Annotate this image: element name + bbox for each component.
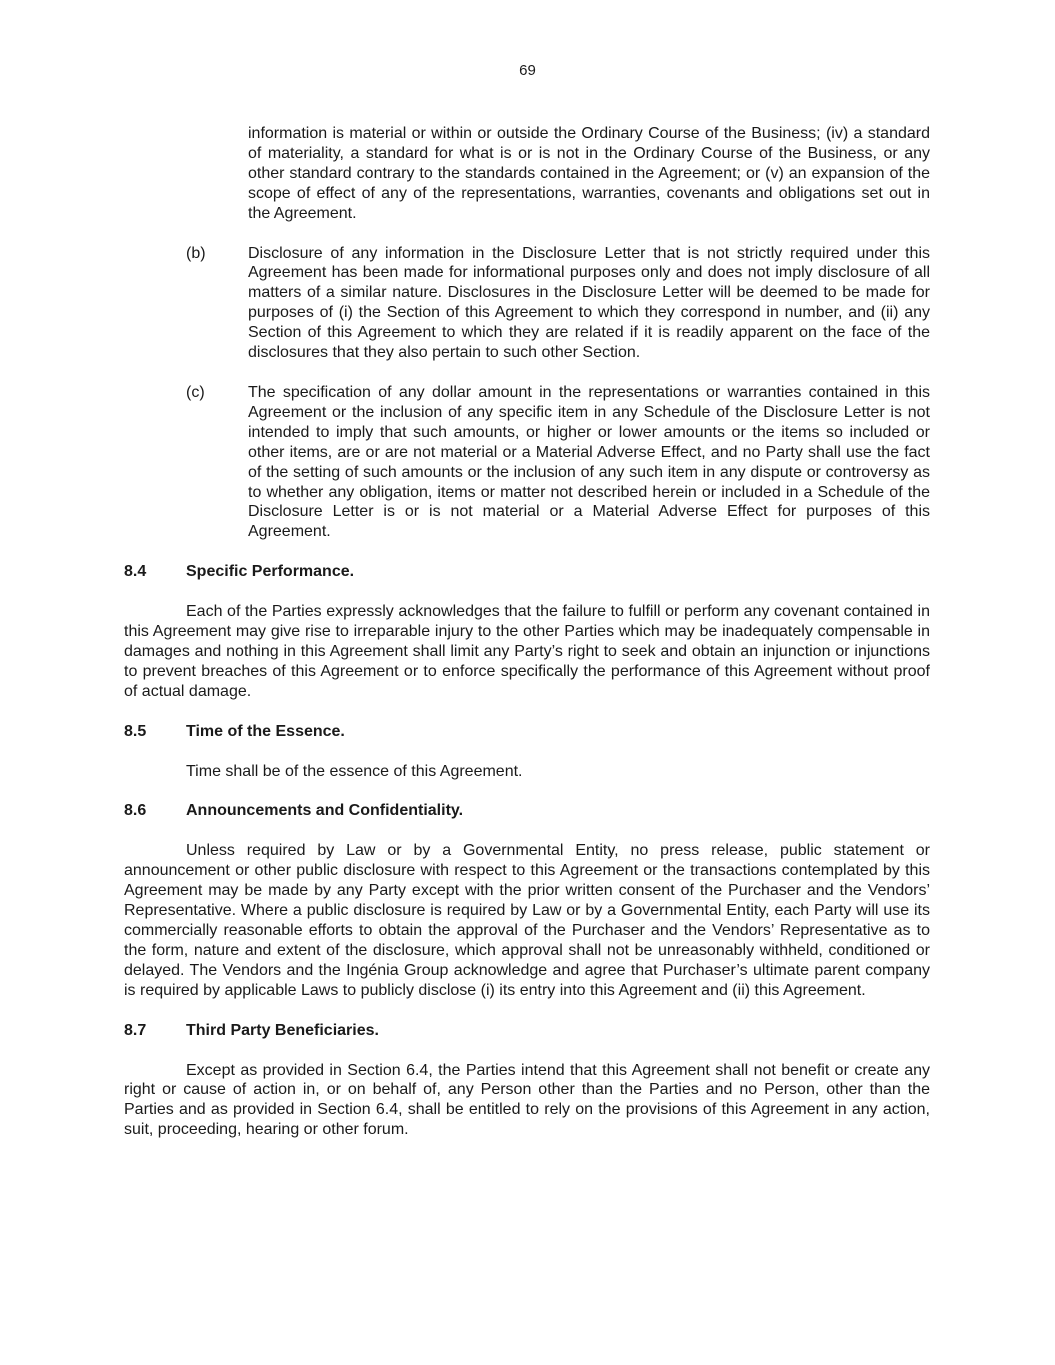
section-body-8-6: Unless required by Law or by a Governmental Entity, no press release, public statement or announcement or other public disclosure with respect to this Agreement or the transactions contemplated by this Agreement may be made by any Party except with the prior written consent of the Purchaser and the Vendors’ Representative. Where a public disclosure is required by Law or by a Governmental Entity, each Party will use its commercially reasonable efforts to obtain the approval of the Purchaser and the Vendors’ Representative as to the form, nature and extent of the disclosure, which approval shall not be unreasonably withheld, conditioned or delayed. The Vendors and the Ingénia Group acknowledge and agree that Purchaser’s ultimate parent company is required by applicable Laws to publicly disclose (i) its entry into this Agreement and (ii) this Agreement. bbox=[124, 842, 930, 999]
section-number: 8.5 bbox=[124, 722, 147, 740]
section-number: 8.7 bbox=[124, 1021, 147, 1039]
list-item-c bbox=[124, 383, 930, 542]
continuation-paragraph: information is material or within or outside the Ordinary Course of the Business; (iv) a standard of materiality, a standard for what is or is not in the Ordinary Course of the Business, or any other standard contrary to the standards contained in the Agreement; or (v) an expansion of the scope of effect of any of the representations, warranties, covenants and obligations set out in the Agreement. bbox=[248, 125, 930, 222]
section-title: Announcements and Confidentiality. bbox=[186, 802, 464, 820]
section-heading-8-7 bbox=[124, 1021, 930, 1041]
section-body-8-7: Except as provided in Section 6.4, the Parties intend that this Agreement shall not benefit or create any right or cause of action in, or on behalf of, any Person other than the Parties and no Person, other than the Parties and as provided in Section 6.4, shall be entitled to rely on the provisions of this Agreement in any action, suit, proceeding, hearing or other forum. bbox=[124, 1061, 930, 1139]
section-title: Time of the Essence. bbox=[186, 722, 345, 740]
document-body bbox=[124, 124, 930, 1160]
list-item-label: (b) bbox=[186, 244, 206, 262]
section-body-8-4: Each of the Parties expressly acknowledges that the failure to fulfill or perform any covenant contained in this Agreement may give rise to irreparable injury to the other Parties which may be inadequately compensable in damages and nothing in this Agreement shall limit any Party’s right to seek and obtain an injunction or injunctions to prevent breaches of this Agreement or to enforce specifically the performance of this Agreement without proof of actual damage. bbox=[124, 603, 930, 700]
section-heading-8-6 bbox=[124, 801, 930, 821]
list-item-b bbox=[124, 244, 930, 363]
section-number: 8.4 bbox=[124, 563, 147, 581]
section-heading-8-5 bbox=[124, 722, 930, 742]
section-title: Specific Performance. bbox=[186, 563, 355, 581]
section-number: 8.6 bbox=[124, 802, 147, 820]
section-heading-8-4 bbox=[124, 562, 930, 582]
list-item-text: The specification of any dollar amount in the representations or warranties contained in this Agreement or the inclusion of any specific item in any Schedule of the Disclosure Letter is not intended to imply that such amounts, or higher or lower amounts or the items so included or other items, are or are not material or a Material Adverse Effect, and no Party shall use the fact of the setting of such amounts or the inclusion of any such item in any dispute or controversy as to whether any obligation, items or matter not described herein or included in a Schedule of the Disclosure Letter is or is not material or a Material Adverse Effect for purposes of this Agreement. bbox=[248, 383, 930, 541]
page-number: 69 bbox=[519, 62, 536, 79]
section-title: Third Party Beneficiaries. bbox=[186, 1021, 379, 1039]
list-item-text: Disclosure of any information in the Disclosure Letter that is not strictly required under this Agreement has been made for informational purposes only and does not imply disclosure of all matters of a similar nature. Disclosures in the Disclosure Letter will be deemed to be made for purposes of (i) the Section of this Agreement to which they correspond in number, and (ii) any Section of this Agreement to which they are related if it is readily apparent on the face of the disclosures that they also pertain to such other Section. bbox=[248, 244, 930, 362]
section-body-8-5: Time shall be of the essence of this Agreement. bbox=[186, 762, 523, 780]
list-item-label: (c) bbox=[186, 383, 205, 401]
